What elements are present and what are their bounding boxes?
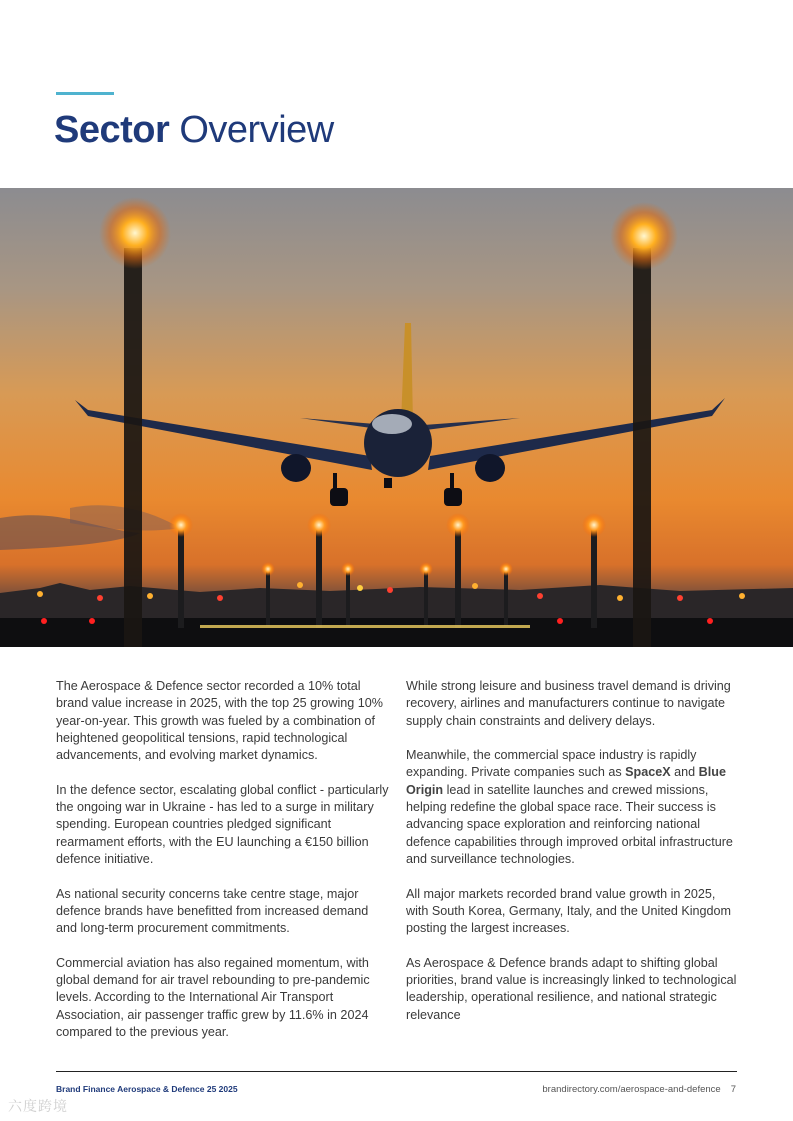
footer-divider: [56, 1071, 737, 1072]
body-column-left: [56, 678, 391, 1059]
footer-publication: Brand Finance Aerospace & Defence 25 2025: [56, 1084, 238, 1094]
paragraph: Commercial aviation has also regained momentum, with global demand for air travel rebounding to pre-pandemic levels. According to the International Air Transport Association, air passenger traffic grew by 11.6% in 2024 compared to the previous year.: [56, 955, 370, 1039]
page-title-rest: Overview: [179, 109, 334, 151]
brand-spacex: SpaceX: [625, 765, 671, 780]
paragraph: In the defence sector, escalating global conflict - particularly the ongoing war in Ukraine - has led to a surge in military spending. European countries pledged significant rearmament efforts, with the EU launching a €150 billion defence initiative.: [56, 782, 389, 866]
paragraph: As national security concerns take centre stage, major defence brands have benefitted from increased demand and long-term procurement commitments.: [56, 886, 369, 936]
paragraph: As Aerospace & Defence brands adapt to shifting global priorities, brand value is increasingly linked to technological leadership, operational resilience, and national strategic relevance: [406, 955, 737, 1022]
watermark: 六度跨境: [8, 1098, 68, 1114]
ground: [0, 618, 793, 647]
text-segment: lead in satellite launches and crewed missions, helping redefine the global space race. Their success is advancing space exploration and reinforcing national defence capabilities through improved orbital infrastructure and surveillance technologies.: [406, 782, 733, 866]
page-title: [54, 106, 334, 154]
page-title-bold: Sector: [54, 109, 170, 151]
hero-image: [0, 188, 793, 647]
text-segment: and: [670, 765, 699, 780]
text-segment: Meanwhile, the commercial space industry is rapidly expanding. Private companies such as: [406, 748, 697, 780]
brand-blue-origin: Blue Origin: [406, 765, 726, 797]
page-number: 7: [730, 1084, 736, 1095]
body-column-right: [406, 678, 741, 1041]
footer-url-link[interactable]: brandirectory.com/aerospace-and-defence: [542, 1084, 721, 1095]
paragraph: While strong leisure and business travel demand is driving recovery, airlines and manufacturers continue to navigate supply chain constraints and delivery delays.: [406, 679, 731, 728]
paragraph: All major markets recorded brand value growth in 2025, with South Korea, Germany, Italy, and the United Kingdom posting the largest increases.: [406, 886, 732, 936]
title-accent-line: [56, 92, 114, 95]
paragraph: [406, 747, 741, 868]
footer-right: [542, 1084, 736, 1095]
paragraph: The Aerospace & Defence sector recorded a 10% total brand value increase in 2025, with the top 25 growing 10% year-on-year. This growth was fueled by a combination of heightened geopolitical tensions, rapid technological advancements, and evolving market dynamics.: [56, 679, 383, 763]
